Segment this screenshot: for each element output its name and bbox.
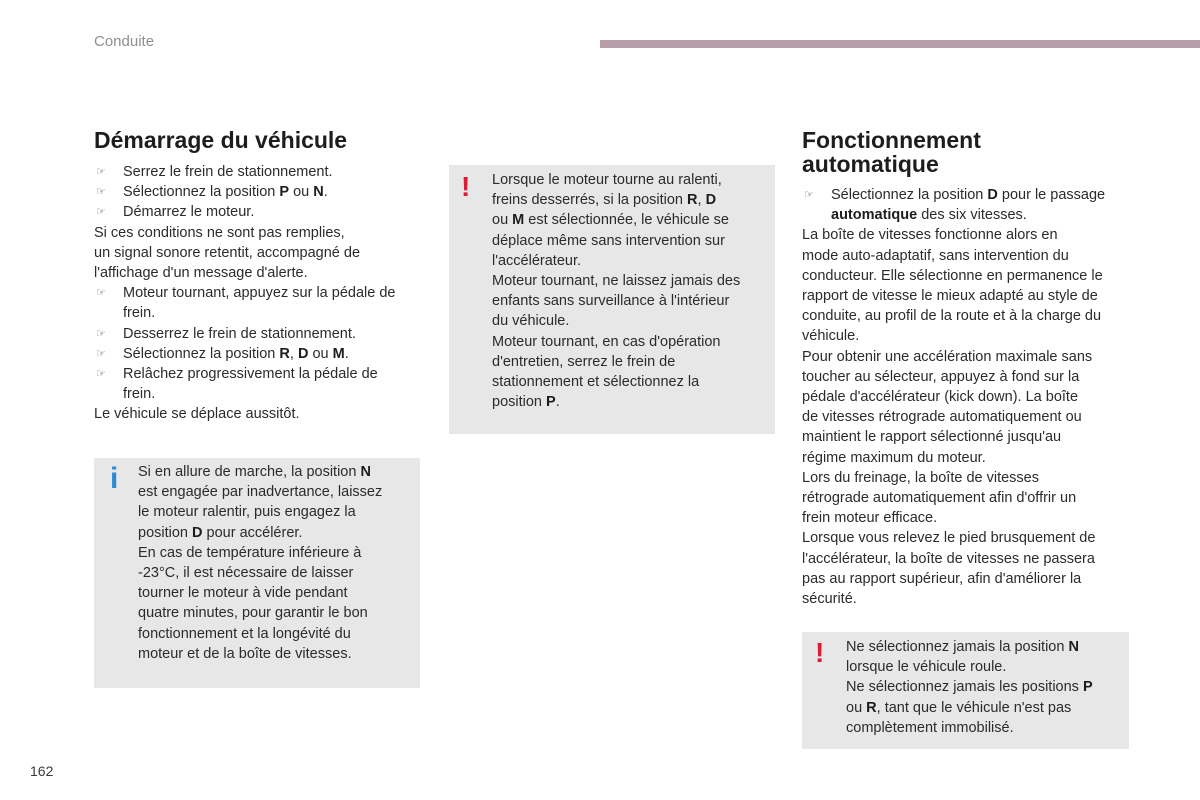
left-column-body — [94, 162, 424, 425]
hand-pointer-icon: ☞ — [96, 166, 106, 178]
right-column-body — [802, 185, 1132, 609]
hand-pointer-icon: ☞ — [96, 206, 106, 219]
hand-pointer-icon: ☞ — [96, 347, 106, 360]
list-item: ☞ Serrez le frein de stationnement. — [94, 162, 424, 182]
header-accent-bar — [600, 40, 1200, 48]
info-box-text: Si en allure de marche, la position N est engagée par inadvertance, laissez le moteur ralentir, puis engagez la position D pour accélérer. En cas de température inférieure à -23°C, il est nécessaire de laisser tourner le moteur à vide pendant quatre minutes, pour garantir le bon fonctionnement et la longévité du moteur et de la boîte de vitesses. — [138, 464, 383, 662]
list-item: ☞ Sélectionnez la position D pour le passage automatique des six vitesses. — [804, 187, 1106, 224]
paragraph: Si ces conditions ne sont pas remplies, un signal sonore retentit, accompagné de l'affichage d'un message d'alerte. — [94, 224, 361, 282]
list-item: ☞ Sélectionnez la position P ou N. — [94, 182, 424, 202]
paragraph: Pour obtenir une accélération maximale sans toucher au sélecteur, appuyez à fond sur la pédale d'accélérateur (kick down). La boîte de vitesses rétrograde automatiquement ou maintient le rapport sélectionné jusqu'au régime maximum du moteur. — [802, 348, 1093, 466]
warning-icon: ! — [461, 171, 471, 202]
warning-icon: ! — [815, 637, 825, 668]
section-title-demarrage: Démarrage du véhicule — [94, 127, 348, 153]
hand-pointer-icon: ☞ — [96, 186, 106, 199]
hand-pointer-icon: ☞ — [96, 368, 106, 381]
list-item: ☞ Démarrez le moteur. — [94, 202, 424, 222]
list-item: ☞ Sélectionnez la position R, D ou M. — [94, 344, 424, 364]
hand-pointer-icon: ☞ — [804, 189, 814, 201]
list-item: ☞ Moteur tournant, appuyez sur la pédale de frein. — [96, 285, 396, 322]
page-number: 162 — [30, 763, 54, 779]
warning-box-text: Ne sélectionnez jamais la position N lorsque le véhicule roule. Ne sélectionnez jamais les positions P ou R, tant que le véhicule n'est pas complètement immobilisé. — [846, 639, 1093, 736]
header-section-label: Conduite — [94, 33, 155, 50]
hand-pointer-icon: ☞ — [96, 327, 106, 340]
list-item: ☞ Desserrez le frein de stationnement. — [94, 324, 424, 344]
hand-pointer-icon: ☞ — [96, 287, 106, 300]
list-item: ☞ Relâchez progressivement la pédale de frein. — [96, 366, 378, 403]
info-box — [94, 458, 420, 688]
warning-box-text: Lorsque le moteur tourne au ralenti, freins desserrés, si la position R, D ou M est sélectionnée, le véhicule se déplace même sans intervention sur l'accélérateur. Moteur tournant, ne laissez jamais des enfants sans surveillance à l'intérieur du véhicule. Moteur tournant, en cas d'opération d'entretien, serrez le frein de stationnement et sélectionnez la position P. — [492, 172, 741, 411]
paragraph: Lorsque vous relevez le pied brusquement de l'accélérateur, la boîte de vitesses ne passera pas au rapport supérieur, afin d'améliorer la sécurité. — [802, 530, 1096, 608]
warning-box-idle — [449, 165, 775, 434]
info-icon: i — [110, 462, 119, 495]
paragraph: Le véhicule se déplace aussitôt. — [94, 406, 300, 423]
section-title-fonctionnement: Fonctionnement automatique — [802, 127, 981, 177]
warning-box-neutral — [802, 632, 1129, 749]
paragraph: La boîte de vitesses fonctionne alors en mode auto-adaptatif, sans intervention du conducteur. Elle sélectionne en permanence le rapport de vitesse le mieux adapté au style de conduite, au profil de la route et à la charge du véhicule. — [802, 227, 1103, 345]
paragraph: Lors du freinage, la boîte de vitesses rétrograde automatiquement afin d'offrir un frein moteur efficace. — [802, 469, 1077, 527]
